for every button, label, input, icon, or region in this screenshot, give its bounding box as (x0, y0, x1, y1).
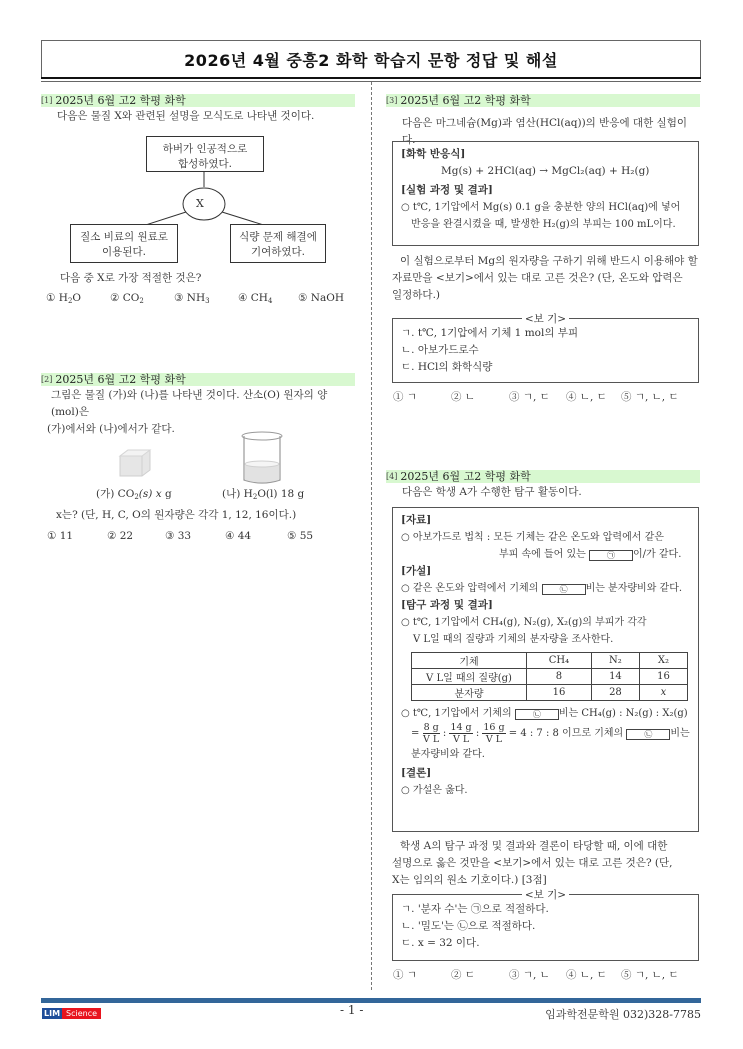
blank-b-box: ㉡ (626, 729, 670, 740)
question-source: 2025년 6월 고2 학평 화학 (400, 94, 531, 107)
substance-label-ga (96, 486, 172, 506)
question-number: [4] (386, 472, 398, 481)
option-subscript: 3 (205, 297, 210, 305)
question-2-prompt: x는? (단, H, C, O의 원자량은 각각 1, 12, 16이다.) (56, 509, 297, 521)
hypothesis-line (401, 580, 690, 597)
prompt-line: 설명으로 옳은 것만을 <보기>에서 있는 대로 고른 것은? (단, (392, 857, 673, 869)
data-line: ○ 아보가드로 법칙 : 모든 기체는 같은 온도와 압력에서 같은 (401, 532, 664, 543)
question-number: [1] (41, 96, 53, 105)
center-ellipse (183, 188, 225, 220)
prompt-line: 학생 A의 탐구 과정 및 결과와 결론이 타당할 때, 이에 대한 (400, 840, 668, 852)
label-formula: (가) CO (96, 488, 135, 500)
question-number: [2] (41, 375, 53, 384)
question-2-options (47, 530, 313, 542)
bogi-item: ㄱ. t℃, 1기압에서 기체 1 mol의 부피 (401, 327, 579, 339)
result-line-3: 분자량비와 같다. (411, 749, 485, 760)
option-subscript: 4 (267, 297, 273, 305)
question-2-intro-2: (가)에서와 (나)에서가 같다. (47, 423, 175, 435)
document-title: 2026년 4월 중흥2 화학 학습지 문항 정답 및 해설 (184, 50, 558, 70)
conclusion-label: [결론] (401, 767, 432, 779)
option-2[interactable]: ② 22 (107, 530, 134, 542)
bogi-title-text: <보 기> (522, 889, 569, 901)
question-1-prompt: 다음 중 X로 가장 적절한 것은? (60, 272, 202, 284)
option-mark: ⑤ (298, 292, 308, 304)
table-cell: 16 (527, 685, 592, 701)
table-header: 기체 (412, 653, 527, 669)
question-source: 2025년 6월 고2 학평 화학 (55, 94, 186, 107)
option-2[interactable] (110, 292, 174, 305)
prompt-line: X는 임의의 원소 기호이다.) [3점] (392, 874, 547, 886)
equation-label: [화학 반응식] (401, 148, 466, 160)
academy-contact: 임과학전문학원 032)328-7785 (545, 1008, 701, 1021)
table-header-row (412, 653, 688, 669)
question-2-intro-1: 그림은 물질 (가)와 (나)를 나타낸 것이다. 산소(O) 원자의 양(mol)은 (51, 389, 328, 418)
lim-science-logo (42, 1008, 101, 1019)
numerator: 16 g (483, 722, 505, 733)
question-4-options (393, 967, 679, 982)
question-3-options (393, 389, 679, 404)
bogi-item: ㄴ. 아보가드로수 (401, 344, 479, 356)
chemical-equation: Mg(s) + 2HCl(aq) → MgCl₂(aq) + H₂(g) (441, 165, 650, 177)
diagram-center-label: X (196, 197, 204, 210)
option-mark: ② (110, 292, 120, 304)
table-cell: 14 (591, 669, 639, 685)
bogi-box-q4 (392, 889, 699, 961)
question-1-intro: 다음은 물질 X와 관련된 설명을 모식도로 나타낸 것이다. (57, 110, 315, 122)
option-mark: ① (46, 292, 56, 304)
procedure-label: [실험 과정 및 결과] (401, 184, 493, 196)
denominator: V L (423, 734, 440, 745)
table-cell: 분자량 (412, 685, 527, 701)
option-4[interactable]: ④ ㄴ, ㄷ (566, 391, 607, 403)
question-1-options (46, 292, 344, 305)
data-text: 이/가 같다. (633, 549, 682, 560)
option-5[interactable]: ⑤ ㄱ, ㄴ, ㄷ (621, 391, 679, 403)
question-1-header (41, 94, 355, 107)
table-row (412, 685, 688, 701)
option-3[interactable] (174, 292, 238, 305)
option-mark: ④ (238, 292, 248, 304)
diagram-text: 이용된다. (102, 246, 146, 258)
option-subscript: 2 (139, 297, 144, 305)
label-formula: (나) H (222, 488, 253, 500)
denominator: V L (452, 734, 470, 745)
fraction (423, 722, 440, 745)
label-state: (s) (138, 488, 153, 500)
table-cell: 28 (591, 685, 639, 701)
blank-b-box: ㉡ (515, 709, 559, 720)
column-divider (371, 82, 372, 990)
question-number: [3] (386, 96, 398, 105)
label-amount: x (155, 488, 162, 500)
title-rule (41, 77, 701, 79)
question-4-header (386, 470, 700, 483)
logo-lim: LIM (44, 1009, 61, 1018)
option-2[interactable]: ② ㄷ (451, 969, 475, 981)
diagram-text: 기여하였다. (250, 246, 306, 258)
table-cell: 16 (639, 669, 687, 685)
result-ratio: = 4 : 7 : 8 이므로 기체의 (508, 728, 624, 739)
beaker-water-image (238, 430, 286, 486)
result-text: ○ t℃, 1기압에서 기체의 (401, 708, 512, 719)
question-1 (41, 94, 355, 125)
bogi-item: ㄷ. x = 32 이다. (401, 937, 480, 949)
label-unit: g (165, 488, 172, 500)
option-formula-tail: O (72, 292, 82, 304)
prompt-line: 자료만을 <보기>에서 있는 대로 고른 것은? (단, 온도와 압력은 (392, 272, 683, 284)
procedure-line-2: 반응을 완결시켰을 때, 발생한 H₂(g)의 부피는 100 mL이다. (411, 219, 676, 230)
hypothesis-label: [가설] (401, 565, 432, 577)
option-1[interactable]: ① ㄱ (393, 969, 417, 981)
option-3[interactable]: ③ ㄱ, ㄴ (509, 969, 550, 981)
prompt-line: 일정하다.) (392, 289, 441, 301)
procedure-line-1: ○ t℃, 1기압에서 Mg(s) 0.1 g을 충분한 양의 HCl(aq)에 넣어 (401, 202, 681, 213)
hypothesis-text: ○ 같은 온도와 압력에서 기체의 (401, 583, 539, 594)
experiment-box (392, 141, 699, 246)
substance-label-na (222, 486, 304, 506)
table-header: CH₄ (527, 653, 592, 669)
bogi-title (393, 311, 698, 326)
data-line-2 (401, 546, 690, 563)
question-4 (386, 470, 700, 501)
prompt-line: 이 실험으로부터 Mg의 원자량을 구하기 위해 반드시 이용해야 할 (400, 255, 698, 267)
option-formula: NH (186, 292, 206, 304)
option-formula: CH (250, 292, 268, 304)
gas-data-table (411, 652, 688, 701)
option-3[interactable]: ③ ㄱ, ㄷ (509, 391, 550, 403)
inquiry-box (392, 507, 699, 832)
label-subscript: 2 (134, 493, 139, 501)
option-4[interactable] (238, 292, 298, 305)
label-amount: 18 g (280, 488, 305, 500)
diagram-box-top (146, 136, 264, 172)
option-5[interactable] (298, 292, 344, 305)
data-label: [자료] (401, 514, 432, 526)
diagram-text: 하버가 인공적으로 (162, 143, 248, 155)
diagram-text: 합성하였다. (177, 158, 233, 170)
footer-bar (41, 998, 701, 1003)
option-formula: NaOH (310, 292, 344, 304)
procedure-label: [탐구 과정 및 결과] (401, 599, 493, 611)
result-line-2: = $\frac{8 g}{\text{V L}}$ : $\frac{14 g}{\text{V L}}$ : $\frac{16 g}{\text{V L}}$ = 4 : 7 : 8 이므로 기체의 ㉡ 비는 (411, 722, 690, 745)
bogi-item: ㄱ. '분자 수'는 ㉠으로 적절하다. (401, 903, 549, 915)
procedure-line: V L일 때의 질량과 기체의 분자량을 조사한다. (413, 634, 614, 645)
bogi-item: ㄷ. HCl의 화학식량 (401, 361, 493, 373)
table-cell: V L일 때의 질량(g) (412, 669, 527, 685)
diagram-box-right (230, 224, 326, 263)
result-line-1 (401, 705, 690, 722)
numerator: 8 g (423, 722, 439, 733)
question-2 (41, 373, 355, 438)
result-text: 비는 (670, 728, 690, 739)
option-4[interactable]: ④ ㄴ, ㄷ (566, 969, 607, 981)
question-2-header (41, 373, 355, 386)
table-header: N₂ (591, 653, 639, 669)
label-subscript: 2 (252, 493, 258, 501)
page-number: - 1 - (340, 1003, 364, 1017)
option-1[interactable] (46, 292, 110, 305)
table-header: X₂ (639, 653, 687, 669)
result-text: 비는 CH₄(g) : N₂(g) : X₂(g) (558, 708, 688, 719)
question-source: 2025년 6월 고2 학평 화학 (55, 373, 186, 386)
bogi-title (393, 887, 698, 902)
diagram-text: 질소 비료의 원료로 (80, 231, 168, 243)
question-3-header (386, 94, 700, 107)
diagram-box-left (70, 224, 178, 263)
option-formula: CO (122, 292, 140, 304)
question-source: 2025년 6월 고2 학평 화학 (400, 470, 531, 483)
document-title-box (41, 40, 701, 77)
table-cell: 8 (527, 669, 592, 685)
option-1[interactable]: ① 11 (47, 530, 74, 542)
option-subscript: 2 (67, 297, 73, 305)
conclusion-text: ○ 가설은 옳다. (401, 785, 468, 796)
option-3[interactable]: ③ 33 (165, 530, 192, 542)
data-text: 부피 속에 들어 있는 (499, 549, 586, 560)
question-3-prompt (392, 253, 702, 304)
fraction (449, 722, 472, 745)
bogi-title-text: <보 기> (522, 313, 569, 325)
fraction (482, 722, 505, 745)
question-4-prompt (392, 838, 702, 889)
option-2[interactable]: ② ㄴ (451, 391, 475, 403)
numerator: 14 g (450, 722, 472, 733)
diagram-text: 식량 문제 해결에 (239, 231, 317, 243)
option-5[interactable]: ⑤ ㄱ, ㄴ, ㄷ (621, 969, 679, 981)
blank-a-box: ㉠ (589, 550, 633, 561)
table-row (412, 669, 688, 685)
denominator: V L (485, 734, 503, 745)
option-5[interactable]: ⑤ 55 (287, 530, 314, 542)
bogi-item: ㄴ. '밀도'는 ㉡으로 적절하다. (401, 920, 536, 932)
option-1[interactable]: ① ㄱ (393, 391, 417, 403)
blank-b-box: ㉡ (542, 584, 586, 595)
procedure-line: ○ t℃, 1기압에서 CH₄(g), N₂(g), X₂(g)의 부피가 각각 (401, 617, 647, 628)
table-cell: x (639, 685, 687, 701)
bogi-box-q3 (392, 313, 699, 383)
option-mark: ③ (174, 292, 184, 304)
question-3-intro: 다음은 마그네슘(Mg)과 염산(HCl(aq))의 반응에 대한 실험이다. (402, 117, 687, 146)
option-formula: H (58, 292, 68, 304)
hypothesis-text: 비는 분자량비와 같다. (585, 583, 683, 594)
label-state: O(l) (257, 488, 278, 500)
option-4[interactable]: ④ 44 (225, 530, 252, 542)
logo-science: Science (62, 1008, 101, 1019)
question-4-intro: 다음은 학생 A가 수행한 탐구 활동이다. (402, 486, 582, 498)
dry-ice-cube-image (118, 448, 152, 478)
